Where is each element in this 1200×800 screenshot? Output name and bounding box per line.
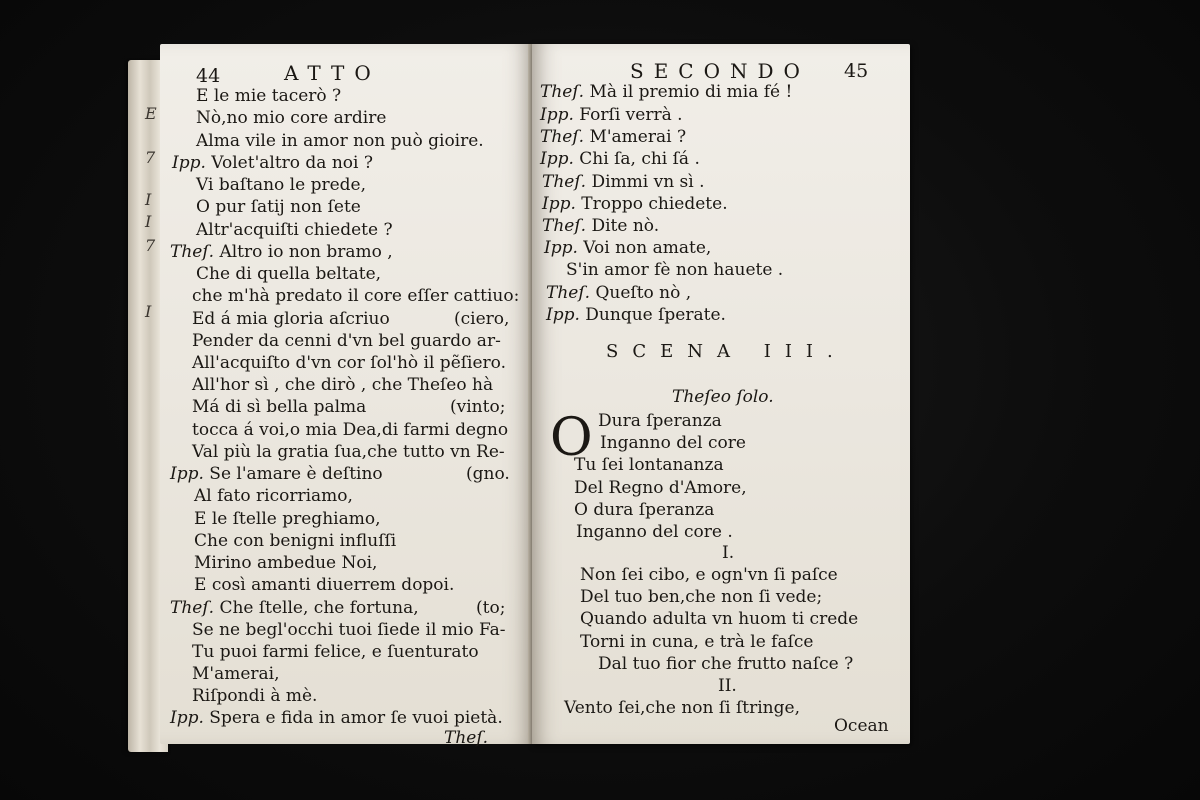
speaker-name: Ipp. [170,464,204,484]
verse-text: tocca á voi,o mia Dea,di farmi degno [192,420,509,440]
verse-text: che m'hà predato il core eſſer cattiuo: [192,286,520,306]
verse-text: Al fato ricorriamo, [194,486,353,506]
speaker-name: Theſ. [540,82,585,102]
speaker-name: Theſ. [542,216,587,236]
stanza-line: Dal tuo fior che frutto naſce ? [598,654,854,674]
verse-text: Che ſtelle, che fortuna, [219,598,419,618]
verse-line [192,286,519,306]
dialogue-line [566,260,783,280]
speaker-name: Theſ. [540,127,585,147]
verse-text: Má di sì bella palma [192,397,367,417]
verse-text: Troppo chiedete. [581,194,728,214]
stanza-line: Non ſei cibo, e ogn'vn ſi paſce [580,565,838,585]
dialogue-line [542,172,705,192]
speaker-name: Ipp. [544,238,578,258]
verse-line [192,420,508,440]
verse-line [196,108,386,128]
stanza-line: Del tuo ben,che non ſi vede; [580,587,823,607]
verse-text: Volet'altro da noi ? [211,153,373,173]
running-head: SECONDO [630,59,810,83]
verse-text: Altro io non bramo , [219,242,393,262]
aria-line: Inganno del core [600,433,746,453]
verse-text: Vi baſtano le prede, [196,175,366,195]
verse-line [196,86,341,106]
speaker-name: Ipp. [540,149,574,169]
verse-text: E le mie tacerò ? [196,86,342,106]
verse-text: All'acquiſto d'vn cor ſol'hò il pẽſiero. [192,353,507,373]
edge-mark: I [145,190,152,209]
dialogue-line [540,127,686,147]
drop-cap: O [550,408,593,468]
verse-line [196,220,393,240]
turnover-fragment: (vinto; [450,397,506,417]
aria-line: O dura ſperanza [574,500,715,520]
verse-text: M'amerai, [192,664,280,684]
edge-mark: 7 [145,236,156,255]
turnover-fragment: (gno. [466,464,510,484]
aria-line: Dura ſperanza [598,411,722,431]
verse-text: Se l'amare è deſtino [209,464,383,484]
verse-text: Spera e fida in amor ſe vuoi pietà. [209,708,503,728]
verse-text: E le ſtelle preghiamo, [194,509,381,529]
verse-line [170,242,393,262]
turnover-fragment: (to; [476,598,506,618]
dialogue-line [542,194,728,214]
verse-text: O pur ſatij non ſete [196,197,361,217]
turnover-fragment: (ciero, [454,309,510,329]
verse-text: Riſpondi à mè. [192,686,318,706]
verse-line [192,309,390,329]
verse-text: Dite nò. [591,216,660,236]
stanza-line: Vento ſei,che non ſi ſtringe, [564,698,800,718]
verse-line [194,575,454,595]
page-number: 45 [844,60,869,82]
verse-text: S'in amor fè non hauete . [566,260,784,280]
speaker-name: Ipp. [170,708,204,728]
running-head: ATTO [284,61,381,85]
verse-line [170,708,503,728]
stanza-line: Quando adulta vn huom ti crede [580,609,859,629]
verse-line [170,598,419,618]
verse-line [192,620,506,640]
speaker-name: Ipp. [546,305,580,325]
dialogue-line [546,283,691,303]
aria-line: Tu ſei lontananza [574,455,724,475]
verse-line [192,442,505,462]
verse-line [172,153,373,173]
verse-line [196,175,366,195]
edge-mark: I [145,302,152,321]
verse-text: Queſto nò , [595,283,692,303]
verse-line [192,664,280,684]
verse-line [192,353,506,373]
verse-text: M'amerai ? [589,127,687,147]
scene-heading: SCENA III. [606,341,847,362]
verse-text: Se ne begl'occhi tuoi ſiede il mio Fa- [192,620,506,640]
edge-mark: E [145,104,157,123]
speaker-name: Ipp. [542,194,576,214]
verse-line [194,553,377,573]
verse-text: Forſi verrà . [579,105,683,125]
verse-text: E così amanti diuerrem dopoi. [194,575,455,595]
verse-line [192,686,317,706]
verse-text: Voi non amate, [583,238,712,258]
aria-line: Del Regno d'Amore, [574,478,747,498]
verse-text: Val più la gratia ſua,che tutto vn Re- [192,442,505,462]
verse-line [192,397,366,417]
verse-text: Alma vile in amor non può gioire. [196,131,484,151]
dialogue-line [546,305,726,325]
verse-text: Ed á mia gloria aſcriuo [192,309,390,329]
verse-text: Mirino ambedue Noi, [194,553,378,573]
speaker-name: Theſ. [542,172,587,192]
speaker-name: Ipp. [540,105,574,125]
verse-text: All'hor sì , che dirò , che Theſeo hà [192,375,494,395]
dialogue-line [540,149,700,169]
stanza-number: I. [722,543,735,563]
dialogue-line [544,238,711,258]
verse-line [196,131,484,151]
edge-mark: 7 [145,148,156,167]
verse-line [196,264,381,284]
dialogue-line [542,216,659,236]
dialogue-line [540,82,792,102]
verse-line [194,486,353,506]
verse-line [194,509,380,529]
verse-text: Pender da cenni d'vn bel guardo ar- [192,331,501,351]
scene-character: Theſeo ſolo. [672,387,774,407]
dialogue-line [540,105,683,125]
verse-text: Dunque ſperate. [585,305,726,325]
aria-line: Inganno del core . [576,522,733,542]
verse-text: Tu puoi farmi felice, e ſuenturato [192,642,479,662]
verse-text: Chi ſa, chi ſá . [579,149,700,169]
speaker-name: Theſ. [546,283,591,303]
stanza-line: Torni in cuna, e trà le faſce [580,632,814,652]
stanza-number: II. [718,676,737,696]
page-number: 44 [196,65,221,87]
verse-line [196,197,361,217]
edge-mark: I [145,212,152,231]
verse-text: Altr'acquiſti chiedete ? [196,220,393,240]
right-page [532,44,910,744]
verse-line [192,375,493,395]
verse-line [192,642,479,662]
verse-text: Mà il premio di mia fé ! [589,82,793,102]
verse-text: Dimmi vn sì . [591,172,705,192]
catchword: Theſ. [444,728,489,748]
left-page [160,44,532,748]
speaker-name: Theſ. [170,242,215,262]
verse-line [170,464,383,484]
verse-text: Nò,no mio core ardire [196,108,387,128]
catchword: Ocean [834,716,889,736]
verse-line [194,531,396,551]
verse-line [192,331,501,351]
verse-text: Che di quella beltate, [196,264,382,284]
speaker-name: Theſ. [170,598,215,618]
speaker-name: Ipp. [172,153,206,173]
verse-text: Che con benigni influſſi [194,531,397,551]
